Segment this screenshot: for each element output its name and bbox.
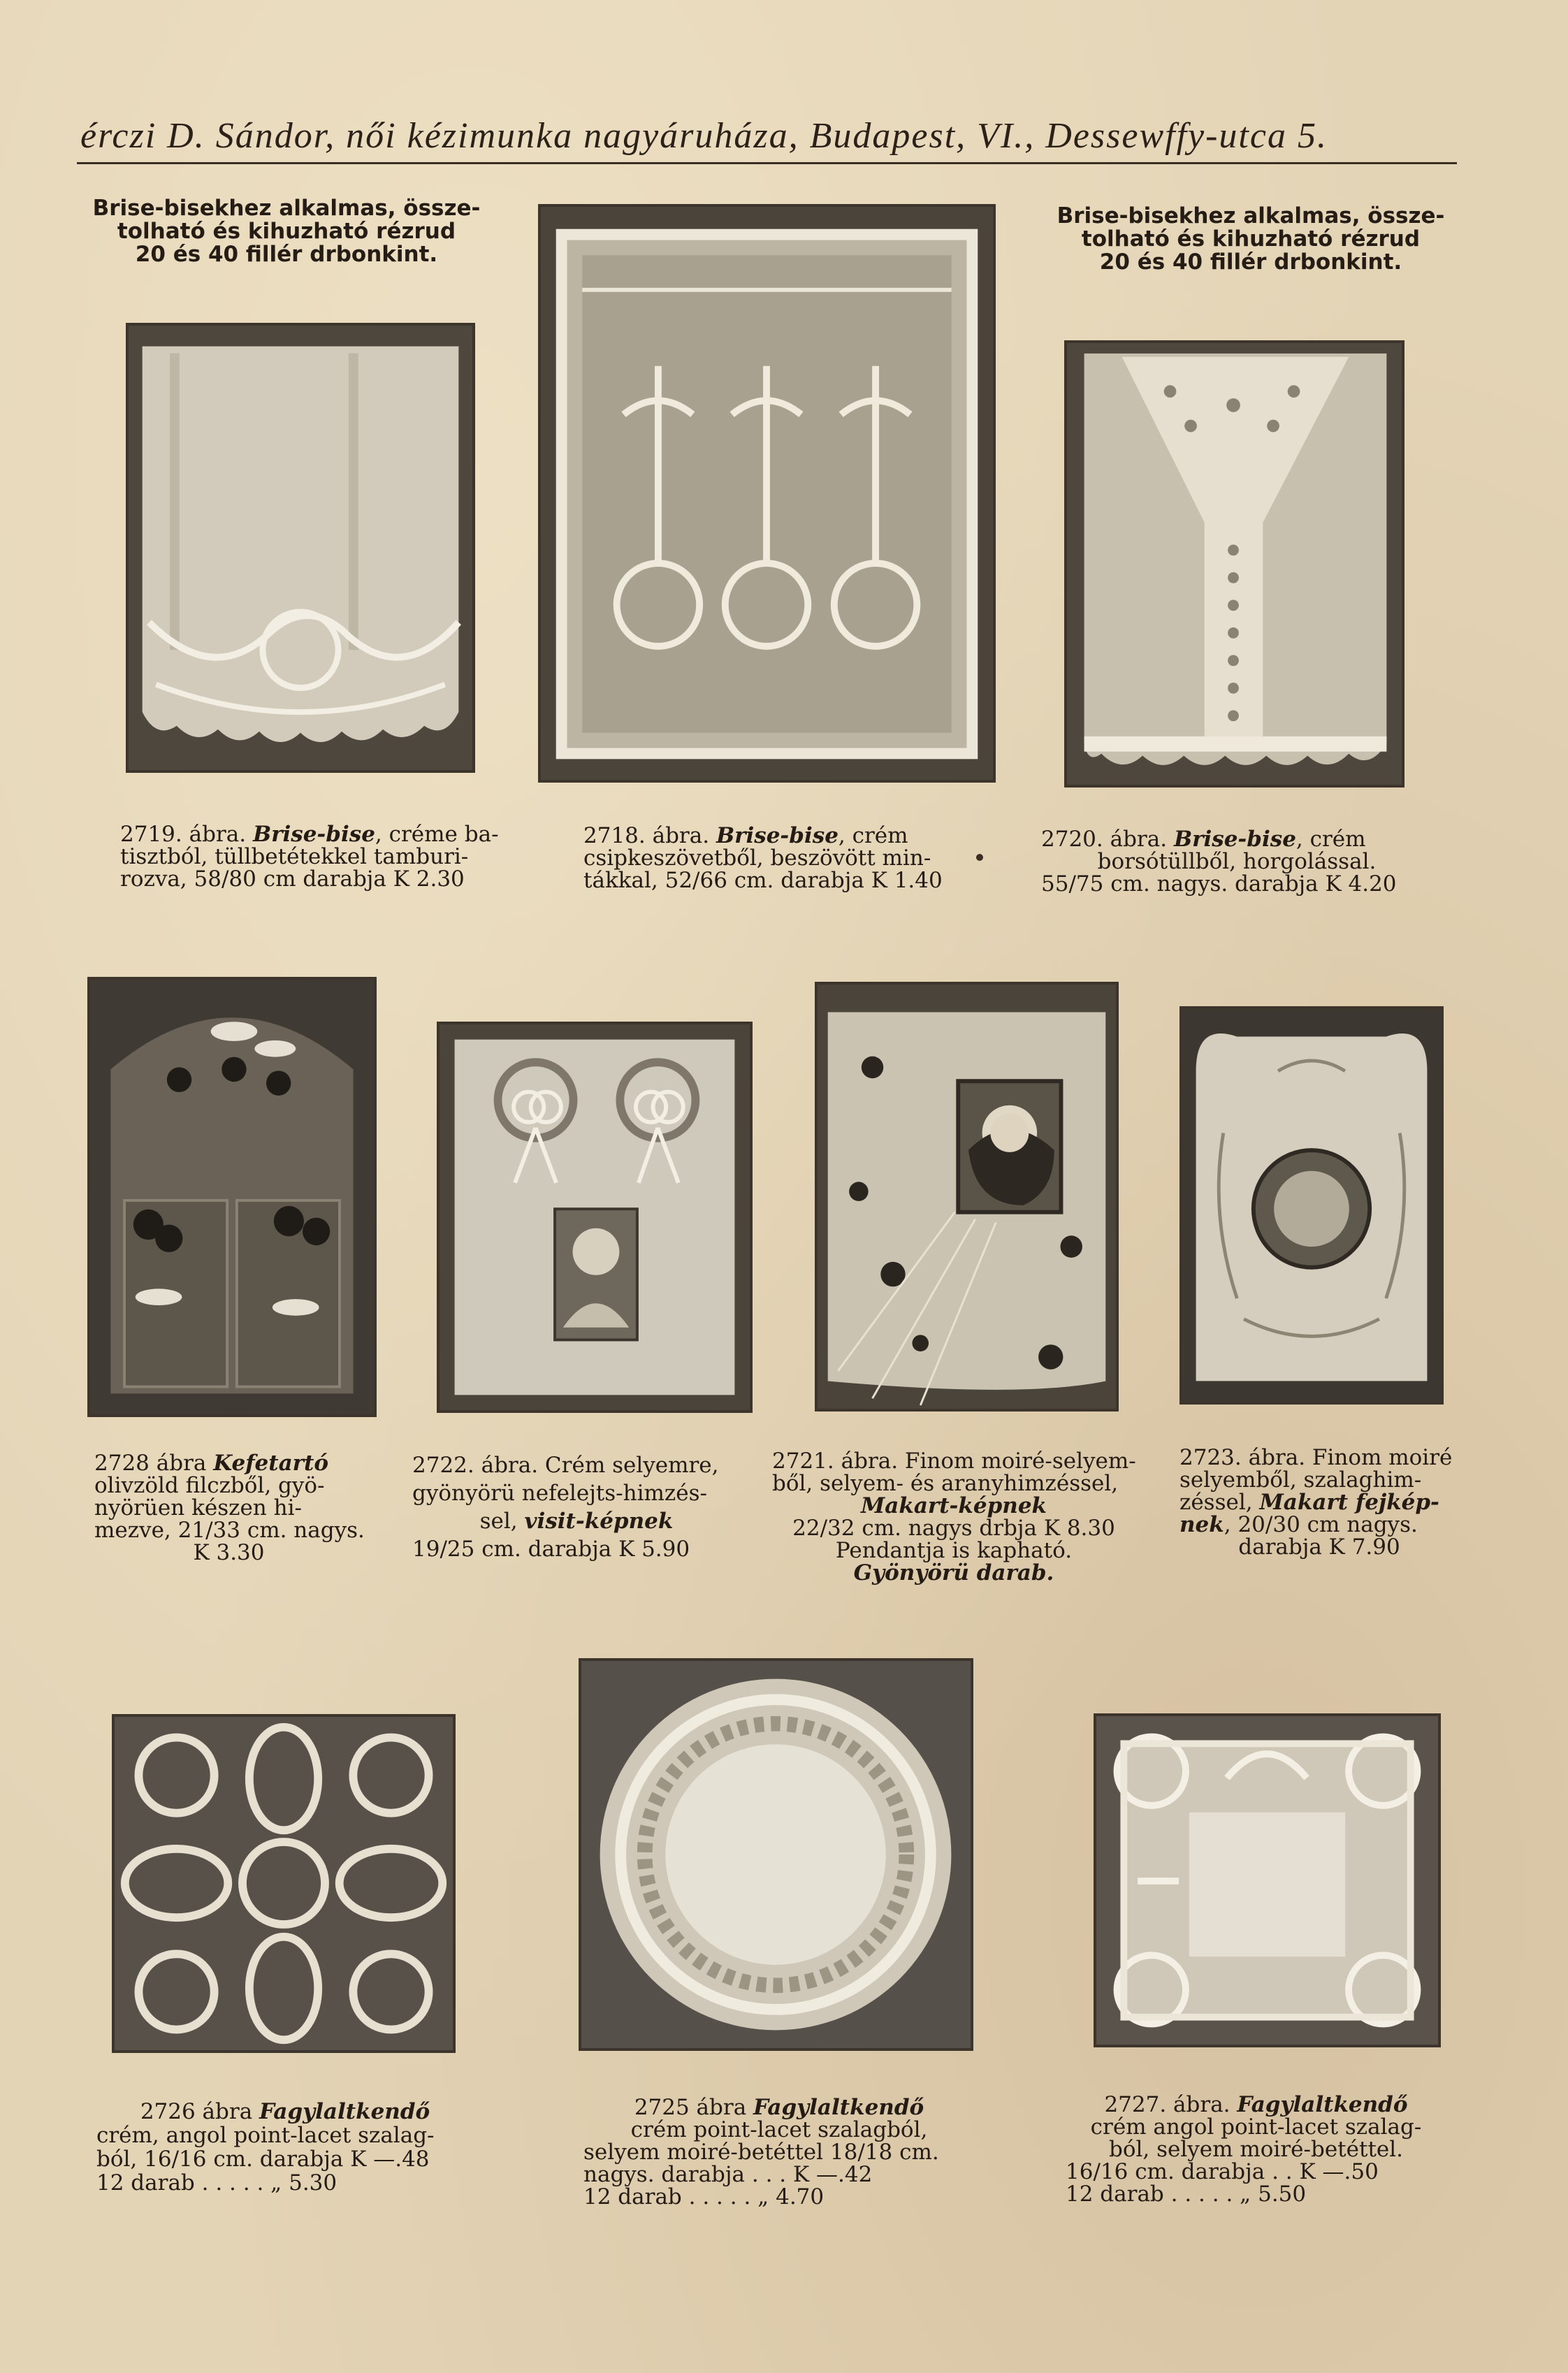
caption-2725-dozen-price: . . . . . „ 4.70 xyxy=(688,2184,825,2209)
note-left xyxy=(84,197,489,266)
caption-2723-line-2: selyemből, szalaghim- xyxy=(1179,1467,1422,1493)
caption-2722-line-3 xyxy=(412,1507,741,1535)
caption-2723-line-5: darabja K 7.90 xyxy=(1238,1534,1400,1560)
caption-2721-title: Makart-képnek xyxy=(860,1493,1047,1518)
caption-2718 xyxy=(583,825,943,892)
caption-2718-desc: , crém xyxy=(838,823,908,848)
caption-2728-line-5: K 3.30 xyxy=(193,1540,265,1565)
photo-2718-brise-bise xyxy=(538,204,996,783)
caption-2725-line-5 xyxy=(583,2186,975,2208)
caption-2719-line-3: rozva, 58/80 cm darabja K 2.30 xyxy=(120,866,465,892)
caption-2722-line-1: 2722. ábra. Crém selyemre, xyxy=(412,1453,719,1478)
caption-2721-line-2: ből, selyem- és aranyhimzéssel, xyxy=(772,1471,1119,1496)
caption-2726-line-3: ból, 16/16 cm. darabja K —.48 xyxy=(96,2147,430,2172)
caption-2723-line-4 xyxy=(1179,1514,1459,1536)
caption-2723-title: Makart fejkép- xyxy=(1259,1490,1439,1515)
photo-2719-brise-bise xyxy=(126,323,475,773)
caption-2723-line-1: 2723. ábra. Finom moiré xyxy=(1179,1445,1453,1470)
photo-2727-fagylaltkendo xyxy=(1094,1713,1441,2047)
note-left-line-2: tolható és kihuzható rézrud xyxy=(117,219,456,244)
caption-2722-title: visit-képnek xyxy=(524,1509,674,1534)
caption-2721-line-1: 2721. ábra. Finom moiré-selyem- xyxy=(772,1449,1136,1474)
caption-2727-dozen-price: . . . . . „ 5.50 xyxy=(1170,2182,1307,2207)
caption-2723-desc: zéssel, xyxy=(1179,1490,1260,1515)
caption-2728-title: Kefetartó xyxy=(213,1451,329,1476)
caption-2727-piece: 16/16 cm. darabja xyxy=(1066,2159,1265,2184)
caption-2722 xyxy=(412,1451,741,1563)
caption-2720-title: Brise-bise xyxy=(1173,827,1296,852)
caption-2726-line-4 xyxy=(96,2171,474,2195)
caption-2727-dozen: 12 darab xyxy=(1066,2182,1164,2207)
caption-2718-fig: 2718. ábra. xyxy=(583,823,716,848)
caption-2727-fig: 2727. ábra. xyxy=(1104,2092,1237,2117)
caption-2728-line-2: olivzöld filczből, gyö- xyxy=(94,1473,325,1498)
caption-2722-desc: sel, xyxy=(479,1509,525,1534)
caption-2727-line-3: ból, selyem moiré-betéttel. xyxy=(1108,2137,1404,2162)
caption-2720-fig: 2720. ábra. xyxy=(1041,827,1174,852)
caption-2723 xyxy=(1179,1446,1459,1558)
note-right-line-1: Brise-bisekhez alkalmas, össze- xyxy=(1057,203,1445,228)
caption-2726-dozen-price: . . . . . „ 5.30 xyxy=(201,2170,337,2196)
caption-2725-line-4 xyxy=(583,2163,975,2186)
caption-2727-line-5 xyxy=(1066,2183,1446,2205)
caption-2719-desc: , créme ba- xyxy=(375,822,499,847)
caption-2728-line-4: mezve, 21/33 cm. nagys. xyxy=(94,1518,365,1543)
note-right xyxy=(1048,205,1453,274)
caption-2719 xyxy=(120,823,499,890)
caption-2725-piece-price: . . . K —.42 xyxy=(751,2162,873,2187)
caption-2728-line-1 xyxy=(94,1452,363,1474)
caption-2727-title: Fagylaltkendő xyxy=(1237,2092,1408,2117)
caption-2721-line-5: Pendantja is kapható. xyxy=(835,1538,1073,1563)
caption-2720-line-1 xyxy=(1041,828,1432,850)
caption-2727-line-4 xyxy=(1066,2161,1446,2183)
caption-2719-line-2: tisztból, tüllbetétekkel tamburi- xyxy=(120,844,469,869)
caption-2720-line-2: borsótüllből, horgolással. xyxy=(1097,849,1377,874)
caption-2718-line-2: csipkeszövetből, beszövött min- xyxy=(583,846,931,871)
caption-2725-dozen: 12 darab xyxy=(583,2184,682,2209)
header-rule xyxy=(77,162,1457,164)
caption-2728 xyxy=(94,1452,363,1564)
note-right-line-3: 20 és 40 fillér drbonkint. xyxy=(1099,249,1402,275)
caption-2725-title: Fagylaltkendő xyxy=(753,2095,924,2120)
photo-2723-makart-fejkep xyxy=(1179,1006,1444,1405)
page-header: érczi D. Sándor, női kézimunka nagyáruháza, Budapest, VI., Dessewffy-utca 5. xyxy=(80,116,1328,156)
photo-2720-brise-bise xyxy=(1064,340,1404,788)
caption-2726 xyxy=(96,2100,474,2195)
caption-2721-line-3 xyxy=(772,1495,1135,1517)
caption-2723-size: , 20/30 cm nagys. xyxy=(1224,1512,1418,1537)
note-left-line-3: 20 és 40 fillér drbonkint. xyxy=(135,242,438,267)
caption-2721-line-4: 22/32 cm. nagys drbja K 8.30 xyxy=(792,1516,1115,1541)
caption-2725-piece: nagys. darabja xyxy=(583,2162,745,2187)
caption-2718-line-1 xyxy=(583,825,943,847)
caption-2718-line-3: tákkal, 52/66 cm. darabja K 1.40 xyxy=(583,868,943,893)
caption-2726-line-2: crém, angol point-lacet szalag- xyxy=(96,2123,435,2148)
caption-2726-title: Fagylaltkendő xyxy=(259,2099,430,2124)
note-left-line-1: Brise-bisekhez alkalmas, össze- xyxy=(92,196,481,221)
caption-2719-title: Brise-bise xyxy=(252,822,375,847)
photo-2726-fagylaltkendo xyxy=(112,1714,456,2053)
caption-2727-piece-price: . . K —.50 xyxy=(1272,2159,1379,2184)
photo-2721-makart-kep xyxy=(815,982,1119,1412)
caption-2725-line-3: selyem moiré-betéttel 18/18 cm. xyxy=(583,2140,939,2165)
caption-2723-title-end: nek xyxy=(1179,1512,1224,1537)
caption-2728-fig: 2728 ábra xyxy=(94,1451,214,1476)
caption-2725-fig: 2725 ábra xyxy=(634,2095,754,2120)
photo-2725-fagylaltkendo xyxy=(579,1658,973,2051)
print-mark-dot xyxy=(976,854,983,861)
caption-2720 xyxy=(1041,828,1432,895)
caption-2725-line-1 xyxy=(583,2096,975,2119)
caption-2721-line-6 xyxy=(772,1562,1135,1584)
caption-2720-line-3: 55/75 cm. nagys. darabja K 4.20 xyxy=(1041,871,1397,897)
caption-2719-line-1 xyxy=(120,823,499,846)
caption-2718-title: Brise-bise xyxy=(716,823,839,848)
caption-2722-line-4: 19/25 cm. darabja K 5.90 xyxy=(412,1537,690,1562)
caption-2721-remark: Gyönyörü darab. xyxy=(853,1560,1054,1585)
caption-2727-line-2: crém angol point-lacet szalag- xyxy=(1090,2114,1422,2140)
caption-2725 xyxy=(583,2096,975,2208)
caption-2722-line-2: gyönyörü nefelejts-himzés- xyxy=(412,1481,707,1506)
caption-2726-line-1 xyxy=(96,2100,474,2124)
caption-2721 xyxy=(772,1450,1135,1584)
caption-2726-dozen: 12 darab xyxy=(96,2170,195,2196)
caption-2727 xyxy=(1066,2093,1446,2205)
caption-2726-fig: 2726 ábra xyxy=(140,2099,260,2124)
caption-2725-line-2: crém point-lacet szalagból, xyxy=(630,2117,928,2142)
caption-2723-line-3 xyxy=(1179,1491,1459,1514)
caption-2719-fig: 2719. ábra. xyxy=(120,822,253,847)
photo-2728-kefetarto xyxy=(87,977,377,1417)
note-right-line-2: tolható és kihuzható rézrud xyxy=(1081,226,1421,252)
photo-2722-visit-kep xyxy=(437,1022,753,1413)
caption-2720-desc: , crém xyxy=(1295,827,1366,852)
caption-2727-line-1 xyxy=(1066,2093,1446,2116)
caption-2728-line-3: nyörüen készen hi- xyxy=(94,1495,302,1521)
